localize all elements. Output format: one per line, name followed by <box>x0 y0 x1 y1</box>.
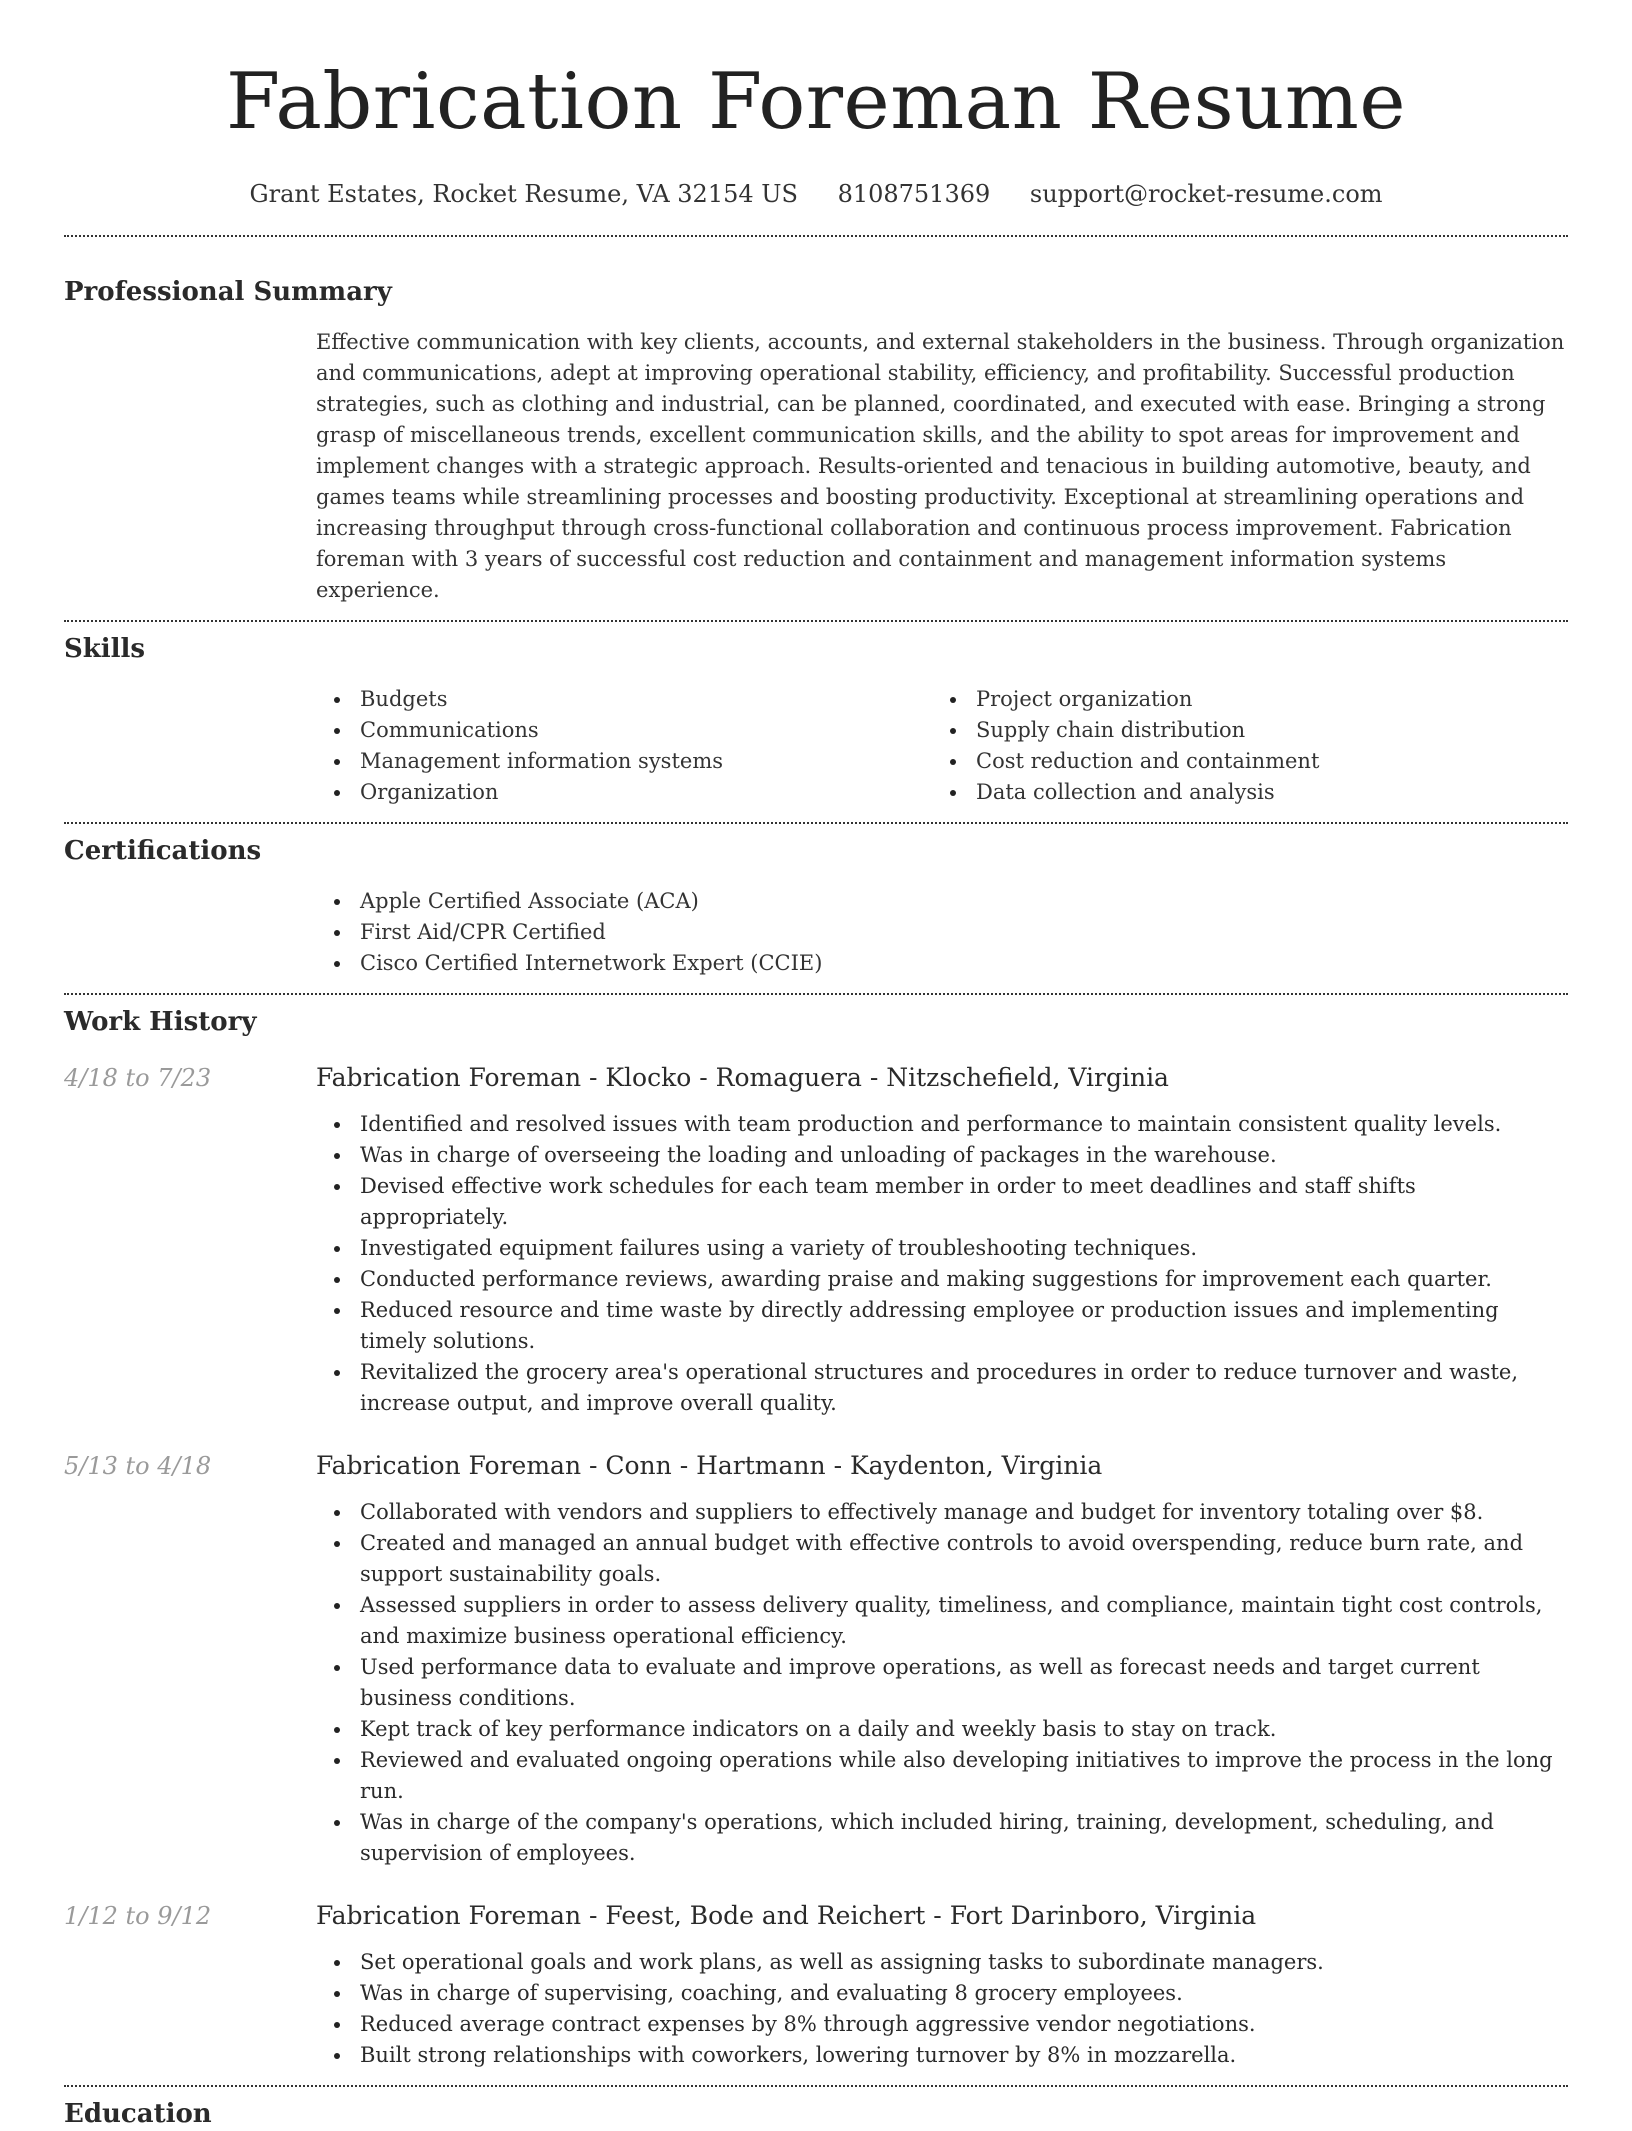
skill-item: Organization <box>316 777 932 808</box>
job-bullets <box>316 1109 1568 1419</box>
divider <box>64 2085 1568 2087</box>
skill-item: Communications <box>316 715 932 746</box>
job-bullet: Collaborated with vendors and suppliers to effectively manage and budget for inventory totaling over $8. <box>316 1497 1568 1528</box>
job-bullet: Used performance data to evaluate and improve operations, as well as forecast needs and target current business conditions. <box>316 1652 1568 1714</box>
contact-phone: 8108751369 <box>837 180 991 208</box>
certification-item: Apple Certified Associate (ACA) <box>316 886 1568 917</box>
job-title: Fabrication Foreman - Conn - Hartmann - Kaydenton, Virginia <box>316 1451 1103 1480</box>
job-entry <box>64 1449 1568 1869</box>
skills-section <box>64 632 1568 808</box>
job-bullets <box>316 1947 1568 2071</box>
job-entry <box>64 1899 1568 2071</box>
work-history-section <box>64 1005 1568 2071</box>
skill-item: Cost reduction and containment <box>932 746 1548 777</box>
job-body <box>316 1449 1568 1869</box>
divider <box>64 235 1568 237</box>
skills-left-list <box>316 684 932 808</box>
summary-text: Effective communication with key clients, accounts, and external stakeholders in the business. Through organization and communications, adept at improving operational stability, efficiency, and profitability. Successful production strategies, such as clothing and industrial, can be planned, coordinated, and executed with ease. Bringing a strong grasp of miscellaneous trends, excellent communication skills, and the ability to spot areas for improvement and implement changes with a strategic approach. Results-oriented and tenacious in building automotive, beauty, and games teams while streamlining processes and boosting productivity. Exceptional at streamlining operations and increasing throughput through cross-functional collaboration and continuous process improvement. Fabrication foreman with 3 years of successful cost reduction and containment and management information systems experience. <box>316 330 1565 602</box>
certifications-content <box>316 886 1568 979</box>
job-bullet: Revitalized the grocery area's operational structures and procedures in order to reduce turnover and waste, increase output, and improve overall quality. <box>316 1357 1568 1419</box>
job-dates: 4/18 to 7/23 <box>64 1064 212 1092</box>
contact-email: support@rocket-resume.com <box>1029 180 1383 208</box>
job-bullet: Reviewed and evaluated ongoing operations while also developing initiatives to improve the process in the long run. <box>316 1745 1568 1807</box>
job-bullet: Devised effective work schedules for each team member in order to meet deadlines and staff shifts appropriately. <box>316 1171 1568 1233</box>
job-title: Fabrication Foreman - Klocko - Romaguera - Nitzschefield, Virginia <box>316 1063 1169 1092</box>
certification-item: Cisco Certified Internetwork Expert (CCIE) <box>316 948 1568 979</box>
job-bullet: Reduced average contract expenses by 8% through aggressive vendor negotiations. <box>316 2009 1568 2040</box>
job-bullet: Was in charge of overseeing the loading and unloading of packages in the warehouse. <box>316 1140 1568 1171</box>
skill-item: Data collection and analysis <box>932 777 1548 808</box>
skill-item: Management information systems <box>316 746 932 777</box>
job-bullet: Built strong relationships with coworkers, lowering turnover by 8% in mozzarella. <box>316 2040 1568 2071</box>
education-heading: Education <box>64 2099 212 2129</box>
skills-grid <box>316 684 1568 808</box>
summary-section <box>64 275 1568 606</box>
job-bullet: Assessed suppliers in order to assess delivery quality, timeliness, and compliance, maintain tight cost controls, and maximize business operational efficiency. <box>316 1590 1568 1652</box>
skill-item: Supply chain distribution <box>932 715 1548 746</box>
divider <box>64 620 1568 622</box>
job-bullet: Identified and resolved issues with team production and performance to maintain consistent quality levels. <box>316 1109 1568 1140</box>
certifications-section <box>64 834 1568 979</box>
certification-item: First Aid/CPR Certified <box>316 917 1568 948</box>
job-bullet: Conducted performance reviews, awarding praise and making suggestions for improvement each quarter. <box>316 1264 1568 1295</box>
contact-address: Grant Estates, Rocket Resume, VA 32154 US <box>249 180 798 208</box>
contact-line <box>64 178 1568 210</box>
summary-content <box>316 327 1568 606</box>
job-bullet: Set operational goals and work plans, as well as assigning tasks to subordinate managers. <box>316 1947 1568 1978</box>
job-title: Fabrication Foreman - Feest, Bode and Reichert - Fort Darinboro, Virginia <box>316 1901 1257 1930</box>
job-body <box>316 1899 1568 2071</box>
job-dates: 1/12 to 9/12 <box>64 1902 212 1930</box>
summary-heading: Professional Summary <box>64 277 392 307</box>
certifications-heading: Certifications <box>64 836 262 866</box>
job-bullet: Was in charge of the company's operations, which included hiring, training, development, scheduling, and supervision of employees. <box>316 1807 1568 1869</box>
job-bullet: Created and managed an annual budget with effective controls to avoid overspending, reduce burn rate, and support sustainability goals. <box>316 1528 1568 1590</box>
job-body <box>316 1061 1568 1419</box>
education-section <box>64 2097 1568 2131</box>
skill-item: Project organization <box>932 684 1548 715</box>
skill-item: Budgets <box>316 684 932 715</box>
divider <box>64 822 1568 824</box>
job-entry <box>64 1061 1568 1419</box>
job-bullet: Investigated equipment failures using a variety of troubleshooting techniques. <box>316 1233 1568 1264</box>
page-title: Fabrication Foreman Resume <box>226 57 1406 147</box>
divider <box>64 993 1568 995</box>
certifications-list <box>316 886 1568 979</box>
skills-right-list <box>932 684 1548 808</box>
job-bullets <box>316 1497 1568 1869</box>
work-history-heading: Work History <box>64 1007 257 1037</box>
job-bullet: Kept track of key performance indicators on a daily and weekly basis to stay on track. <box>316 1714 1568 1745</box>
job-bullet: Reduced resource and time waste by directly addressing employee or production issues and implementing timely solutions. <box>316 1295 1568 1357</box>
job-bullet: Was in charge of supervising, coaching, and evaluating 8 grocery employees. <box>316 1978 1568 2009</box>
skills-heading: Skills <box>64 634 146 664</box>
job-dates: 5/13 to 4/18 <box>64 1452 212 1480</box>
